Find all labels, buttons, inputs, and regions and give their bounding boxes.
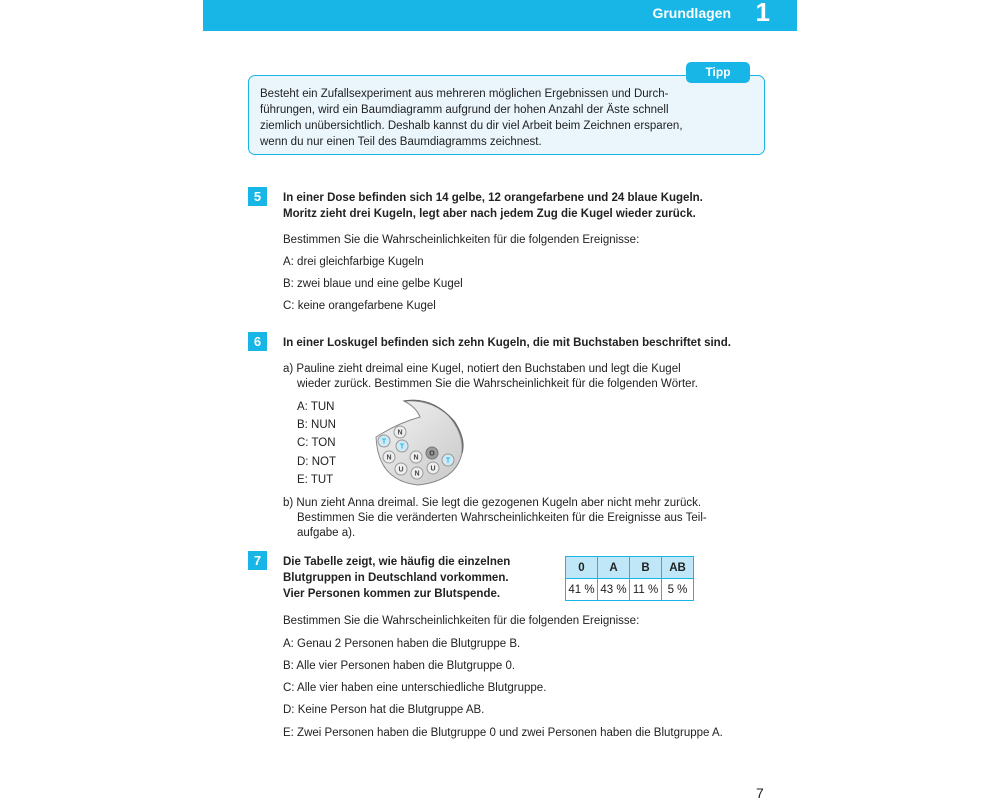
task6-word-a: A: TUN [297, 401, 335, 413]
ball [442, 454, 454, 466]
task6-part-b-line: aufgabe a). [297, 527, 356, 539]
task7-instruction: Bestimmen Sie die Wahrscheinlichkeiten für die folgenden Ereignisse: [283, 615, 640, 627]
page-number: 7 [756, 785, 764, 801]
task7-intro-line: Blutgruppen in Deutschland vorkommen. [283, 572, 509, 584]
blood-group-table [565, 556, 694, 601]
task6-part-a-line: a) Pauline zieht dreimal eine Kugel, notiert den Buchstaben und legt die Kugel [283, 363, 681, 375]
chapter-title: Grundlagen [652, 5, 731, 21]
chapter-number: 1 [755, 0, 770, 27]
svg-text:N: N [386, 454, 392, 462]
table-cell: 11 % [630, 579, 662, 601]
task5-intro [283, 190, 703, 222]
svg-text:U: U [398, 466, 404, 474]
task5-instruction: Bestimmen Sie die Wahrscheinlichkeiten für die folgenden Ereignisse: [283, 234, 640, 246]
task6-word-d: D: NOT [297, 456, 336, 468]
lottery-drum-illustration [368, 397, 468, 490]
task5-intro-line: Moritz zieht drei Kugeln, legt aber nach jedem Zug die Kugel wieder zurück. [283, 208, 696, 220]
ball [411, 467, 423, 479]
svg-text:T: T [381, 438, 387, 446]
task7-event-c: C: Alle vier haben eine unterschiedliche Blutgruppe. [283, 682, 547, 694]
table-row [566, 579, 694, 601]
table-cell: 43 % [598, 579, 630, 601]
svg-text:T: T [399, 443, 405, 451]
task-number-7: 7 [248, 551, 267, 570]
tip-line: Besteht ein Zufallsexperiment aus mehreren möglichen Ergebnissen und Durch- [260, 88, 669, 100]
task5-event-b: B: zwei blaue und eine gelbe Kugel [283, 278, 463, 290]
table-cell: 5 % [662, 579, 694, 601]
svg-text:N: N [414, 470, 420, 478]
task7-intro [283, 554, 510, 602]
task6-part-a-line: wieder zurück. Bestimmen Sie die Wahrscheinlichkeit für die folgenden Wörter. [297, 378, 698, 390]
task7-intro-line: Vier Personen kommen zur Blutspende. [283, 588, 501, 600]
task7-event-b: B: Alle vier Personen haben die Blutgruppe 0. [283, 660, 516, 672]
table-cell: 41 % [566, 579, 598, 601]
ball [410, 451, 422, 463]
task6-part-b [283, 496, 707, 541]
task6-part-a [283, 362, 698, 392]
task6-word-e: E: TUT [297, 474, 334, 486]
tip-label: Tipp [686, 62, 750, 83]
task6-word-c: C: TON [297, 437, 336, 449]
tip-line: ziemlich unübersichtlich. Deshalb kannst du dir viel Arbeit beim Zeichnen ersparen, [260, 120, 683, 132]
task6-intro: In einer Loskugel befinden sich zehn Kugeln, die mit Buchstaben beschriftet sind. [283, 337, 731, 349]
svg-text:T: T [445, 457, 451, 465]
table-header-cell: 0 [566, 557, 598, 579]
task-number-6: 6 [248, 332, 267, 351]
table-header-cell: AB [662, 557, 694, 579]
task6-word-b: B: NUN [297, 419, 336, 431]
task7-event-d: D: Keine Person hat die Blutgruppe AB. [283, 704, 485, 716]
task6-part-b-line: b) Nun zieht Anna dreimal. Sie legt die gezogenen Kugeln aber nicht mehr zurück. [283, 497, 702, 509]
ball [383, 451, 395, 463]
svg-text:O: O [429, 450, 435, 458]
svg-text:U: U [430, 465, 436, 473]
task5-event-c: C: keine orangefarbene Kugel [283, 300, 436, 312]
ball [427, 462, 439, 474]
tip-text [260, 86, 760, 150]
ball [378, 435, 390, 447]
tip-box [248, 65, 765, 155]
task5-intro-line: In einer Dose befinden sich 14 gelbe, 12 orangefarbene und 24 blaue Kugeln. [283, 192, 703, 204]
ball [395, 463, 407, 475]
ball [394, 426, 406, 438]
task7-event-e: E: Zwei Personen haben die Blutgruppe 0 und zwei Personen haben die Blutgruppe A. [283, 727, 723, 739]
ball [426, 447, 438, 459]
table-header-cell: B [630, 557, 662, 579]
svg-text:N: N [397, 429, 403, 437]
svg-text:N: N [413, 454, 419, 462]
task7-event-a: A: Genau 2 Personen haben die Blutgruppe B. [283, 638, 521, 650]
table-header-row [566, 557, 694, 579]
tip-line: wenn du nur einen Teil des Baumdiagramms zeichnest. [260, 136, 542, 148]
tip-line: führungen, wird ein Baumdiagramm aufgrund der hohen Anzahl der Äste schnell [260, 104, 669, 116]
ball [396, 440, 408, 452]
task7-intro-line: Die Tabelle zeigt, wie häufig die einzelnen [283, 556, 511, 568]
task5-event-a: A: drei gleichfarbige Kugeln [283, 256, 424, 268]
task-number-5: 5 [248, 187, 267, 206]
task6-part-b-line: Bestimmen Sie die veränderten Wahrscheinlichkeiten für die Ereignisse aus Teil- [297, 512, 707, 524]
chapter-header [203, 0, 797, 31]
table-header-cell: A [598, 557, 630, 579]
